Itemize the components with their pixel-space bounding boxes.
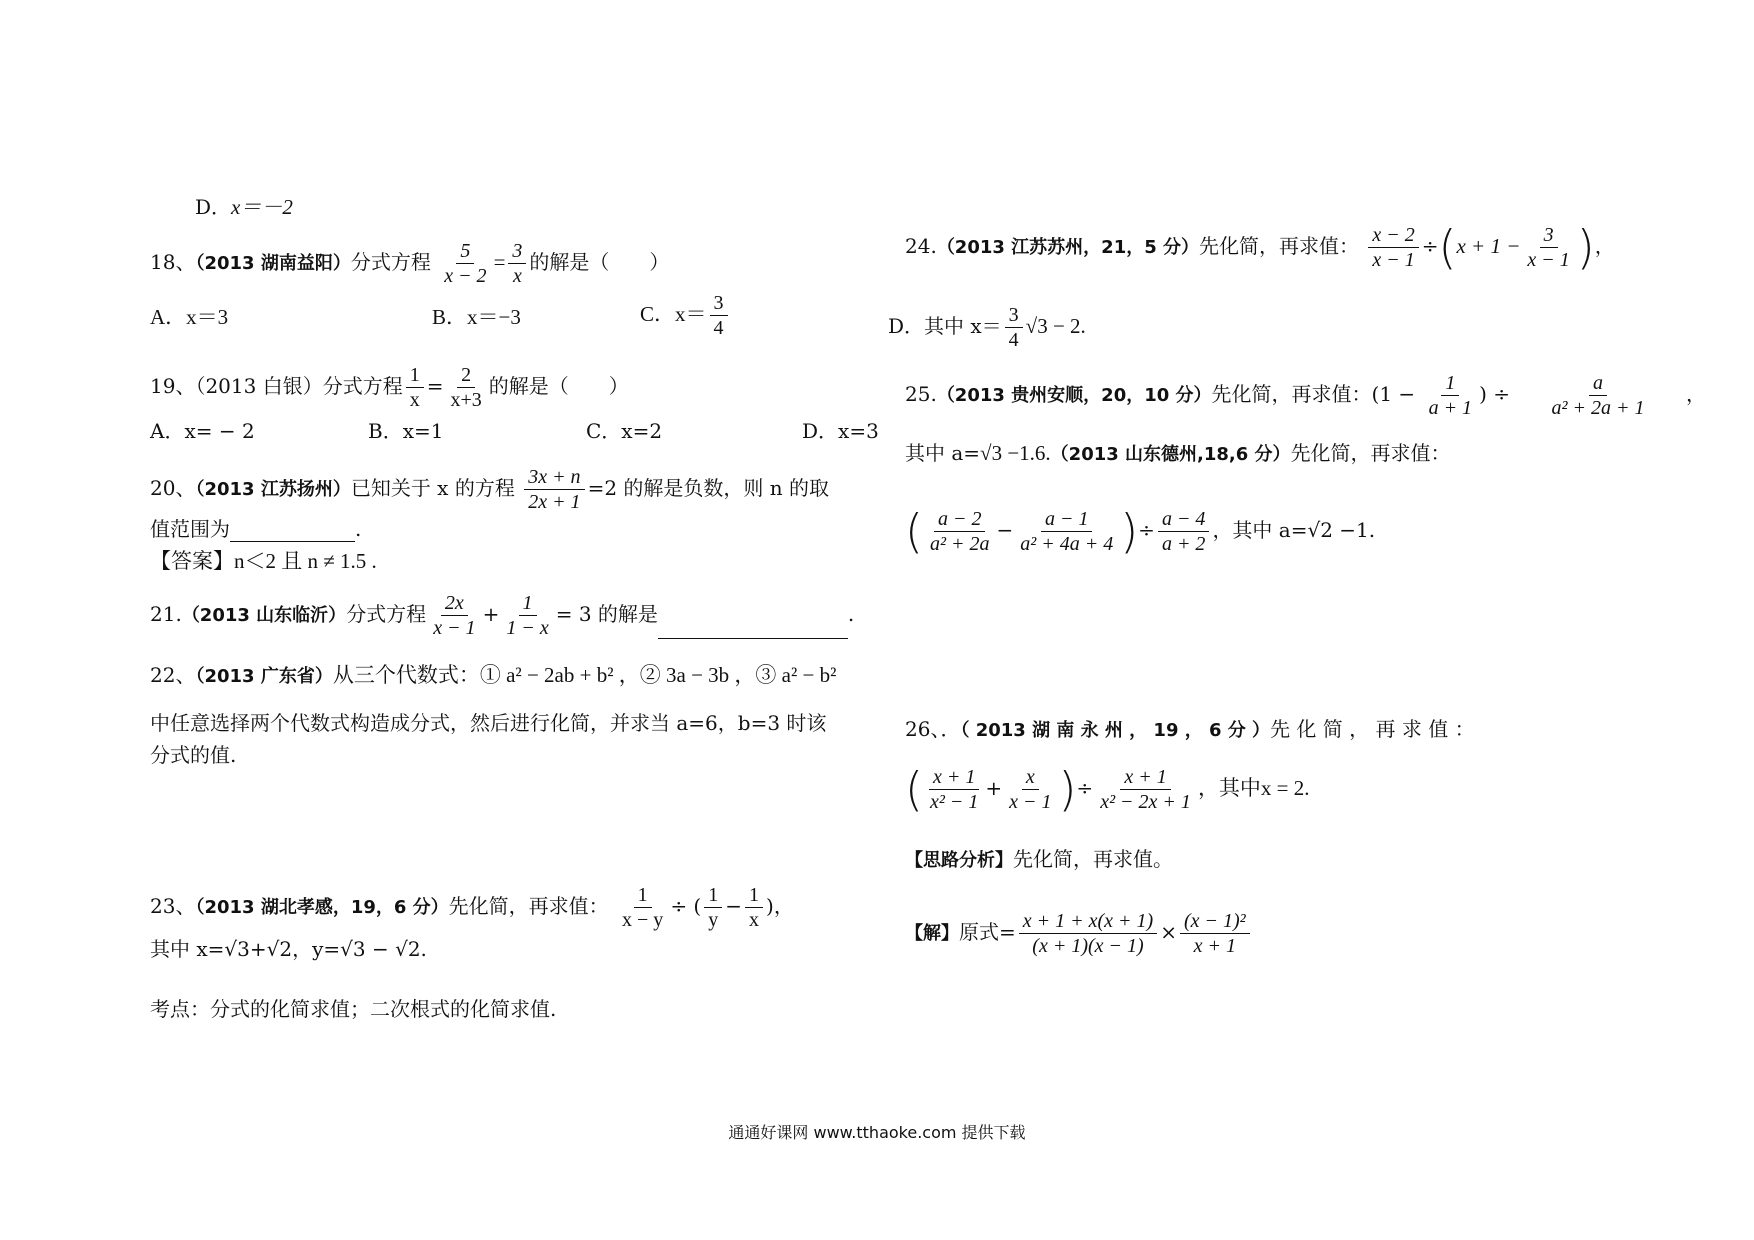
question-text: 分式方程	[350, 250, 431, 274]
fraction: $\frac{1}{x}$	[406, 364, 424, 411]
fraction: $\frac{3}{4}$	[1005, 304, 1023, 351]
fraction: $\frac{3x + n}{2x + 1}$	[524, 466, 584, 513]
q20-answer: 【答案】n＜2 且 n ≠ 1.5 .	[150, 549, 377, 573]
question-25: 25.（2013 贵州安顺，20，10 分）先化简，再求值：(1 − $\frac{1}{a + 1}$ ) ÷ $\frac{a}{\text{a² + 2a + 1}}$ ，	[905, 372, 1706, 419]
q19-option-b: B．x=1	[368, 419, 444, 443]
question-source: （2013 广东省）	[195, 666, 333, 687]
question-source: （2013 江苏苏州，21，5 分）	[936, 237, 1200, 258]
question-text: 已知关于 x 的方程	[350, 476, 515, 500]
question-24: 24.（2013 江苏苏州，21，5 分）先化简，再求值： $\frac{x - 2}{x - 1}$ ÷(x + 1 − $\frac{3}{x - 1}$ )，	[905, 220, 1615, 275]
q26-solution: 【解】原式= $\frac{x + 1 + x(x + 1)}{(x + 1)(x - 1)}$ × $\frac{\text{(x − 1)²}}{x + 1}$	[905, 910, 1253, 957]
fraction: $\frac{a - 2}{\text{a² + 2a}}$	[929, 508, 990, 555]
question-number: 22、	[150, 663, 196, 687]
question-tail: 的解是（ ）	[529, 250, 670, 274]
q18-option-c: C．x＝ $\frac{3}{4}$	[640, 292, 731, 339]
fraction: $\frac{a - 4}{a + 2}$	[1158, 508, 1210, 555]
q18-option-a: A．x＝3	[150, 305, 229, 329]
question-number: 20、	[150, 476, 196, 500]
question-tail: =2 的解是负数，则 n 的取	[587, 476, 829, 500]
question-number: 26、．	[905, 717, 961, 741]
equals-sign: =	[493, 250, 506, 274]
question-number: 25.	[905, 382, 937, 406]
fraction: $\frac{1}{1 - x}$	[506, 592, 549, 639]
fraction: $\frac{1}{x - y}$	[622, 884, 664, 931]
footer-credit: 通通好课网 www.tthaoke.com 提供下载	[728, 1123, 1026, 1142]
question-tail: 的解是（ ）	[488, 374, 629, 398]
fraction: $\frac{a}{\text{a² + 2a + 1}}$	[1551, 372, 1645, 419]
fraction: $\frac{x + 1}{\text{x² − 2x + 1}}$	[1100, 766, 1191, 813]
q26-analysis: 【思路分析】先化简，再求值。	[905, 847, 1173, 871]
q17-option-d	[195, 194, 293, 220]
question-source: （2013 湖南益阳）	[195, 253, 351, 274]
q19-option-c: C．x=2	[586, 419, 663, 443]
q26-expression: ( $\frac{x + 1}{\text{x² − 1}}$ + $\frac{x}{x - 1}$ )÷ $\frac{x + 1}{\text{x² − 2x + 1}}$ ，其中x = 2.	[905, 762, 1310, 817]
q25-expression: ( $\frac{a - 2}{\text{a² + 2a}}$ − $\frac{a - 1}{\text{a² + 4a + 4}}$ )÷ $\frac{a - 4}{a + 2}$ ，其中 a=√2 −1.	[905, 504, 1376, 559]
fraction: $\frac{3}{x - 1}$	[1527, 224, 1570, 271]
question-20	[150, 466, 829, 513]
question-tail: = 3 的解是	[555, 602, 658, 626]
question-text: 先化简，再求值：(1 −	[1211, 382, 1416, 406]
question-22	[150, 662, 836, 690]
q19-option-a: A．x= − 2	[150, 419, 255, 443]
fraction: $\frac{1}{y}$	[704, 884, 722, 931]
fraction: $\frac{x + 1}{\text{x² − 1}}$	[929, 766, 979, 813]
question-number: 18、	[150, 250, 196, 274]
question-text: 先化简，再求值：	[1199, 234, 1360, 258]
q19-option-d: D．x=3	[802, 419, 879, 443]
question-text: 先化简，再求值：	[448, 894, 609, 918]
option-value: x＝－2	[231, 195, 293, 219]
q22-line2: 中任意选择两个代数式构造成分式，然后进行化简，并求当 a=6，b=3 时该	[150, 711, 827, 735]
fraction: $\frac{3}{4}$	[710, 292, 728, 339]
question-26	[905, 716, 1475, 744]
question-number: 24.	[905, 234, 937, 258]
question-number: 21.	[150, 602, 182, 626]
question-21: 21.（2013 山东临沂）分式方程 $\frac{2x}{x - 1}$ + $\frac{1}{1 - x}$ = 3 的解是 .	[150, 592, 855, 639]
fraction: $\frac{x}{x - 1}$	[1009, 766, 1052, 813]
fraction: $\frac{2x}{x - 1}$	[433, 592, 476, 639]
question-source: （2013 江苏扬州）	[195, 479, 351, 500]
q20-line2: 值范围为 .	[150, 517, 362, 541]
question-source: （2013 湖北孝感，19，6 分）	[195, 897, 449, 918]
q23-line2: 其中 x=√3+√2，y=√3 − √2.	[150, 937, 427, 961]
option-letter: D．	[195, 195, 232, 219]
question-number: 23、	[150, 894, 196, 918]
fraction: $\frac{x + 1 + x(x + 1)}{(x + 1)(x - 1)}$	[1019, 910, 1157, 957]
fraction: $\frac{2}{x+3}$	[450, 364, 482, 411]
fraction: $\frac{a - 1}{\text{a² + 4a + 4}}$	[1020, 508, 1114, 555]
question-23: 23、（2013 湖北孝感，19，6 分）先化简，再求值： $\frac{1}{x - y}$ ÷ ( $\frac{1}{y}$ − $\frac{1}{x}$ )，	[150, 884, 794, 931]
q22-line3: 分式的值.	[150, 743, 237, 767]
question-source: （2013 贵州安顺，20，10 分）	[936, 385, 1212, 406]
fraction: $\frac{5}{x - 2}$	[444, 240, 487, 287]
q24-line2: D．其中 x＝ $\frac{3}{4}$ √3 − 2.	[888, 304, 1086, 351]
fraction: $\frac{x - 2}{x - 1}$	[1368, 224, 1418, 271]
question-18	[150, 240, 669, 287]
fraction: $\frac{3}{x}$	[508, 240, 526, 287]
question-text: 19、（2013 白银）分式方程	[150, 374, 403, 398]
question-text: 从三个代数式：① a² − 2ab + b² ，② 3a − 3b ，③ a² − b²	[332, 663, 837, 687]
question-source: （ 2013 湖 南 永 州 ， 19 ， 6 分 ）	[960, 720, 1271, 741]
q25-line2: 其中 a=√3 −1.6.（2013 山东德州,18,6 分）先化简，再求值：	[905, 441, 1451, 465]
q23-keypoint: 考点：分式的化简求值；二次根式的化简求值.	[150, 997, 557, 1021]
fraction: $\frac{1}{a + 1}$	[1428, 372, 1473, 419]
question-text: 分式方程	[346, 602, 427, 626]
question-19: 19、（2013 白银）分式方程 $\frac{1}{x}$ = $\frac{2}{x+3}$ 的解是（ ）	[150, 364, 629, 411]
fraction: $\frac{\text{(x − 1)²}}{x + 1}$	[1180, 910, 1250, 957]
answer-blank	[230, 521, 355, 542]
fraction: $\frac{1}{x}$	[745, 884, 763, 931]
question-source: （2013 山东临沂）	[181, 605, 347, 626]
question-text: 先 化 简 ， 再 求 值 ：	[1270, 717, 1475, 741]
answer-blank	[658, 618, 848, 639]
question-source: （2013 山东德州,18,6 分）	[1050, 444, 1291, 465]
q18-option-b: B．x＝−3	[432, 305, 521, 329]
